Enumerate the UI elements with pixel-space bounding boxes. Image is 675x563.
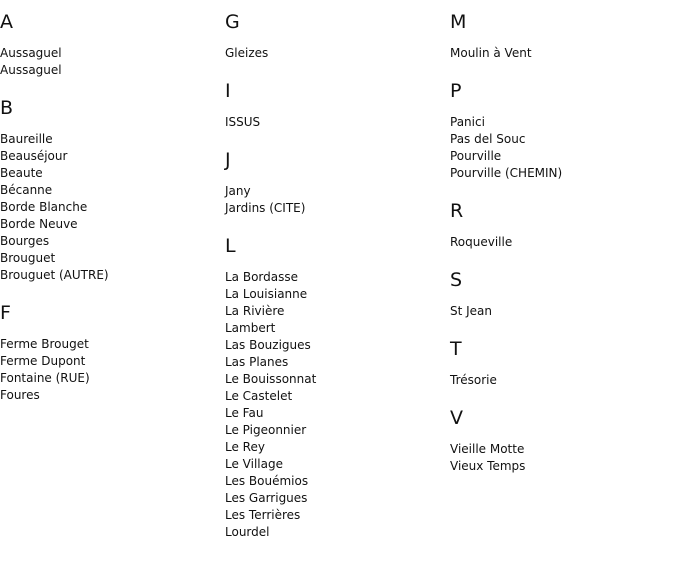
street-name: Le Fau bbox=[225, 406, 264, 420]
street-name: Las Planes bbox=[225, 355, 289, 369]
index-column-3 bbox=[450, 0, 670, 475]
street-list bbox=[450, 45, 670, 62]
street-name: Les Bouémios bbox=[225, 474, 309, 488]
street-name: Aussaguel bbox=[0, 46, 62, 60]
street-name: Roqueville bbox=[450, 235, 513, 249]
letter-heading: R bbox=[450, 200, 464, 222]
street-list bbox=[450, 234, 670, 251]
letter-group-v bbox=[450, 407, 670, 475]
street-name: Borde Blanche bbox=[0, 200, 88, 214]
street-name: Le Pigeonnier bbox=[225, 423, 307, 437]
letter-group-s bbox=[450, 269, 670, 320]
street-name: Jany bbox=[225, 184, 251, 198]
street-list bbox=[450, 441, 670, 475]
street-name: Trésorie bbox=[450, 373, 497, 387]
letter-heading: V bbox=[450, 407, 463, 429]
street-name: Lambert bbox=[225, 321, 276, 335]
street-name: Vieille Motte bbox=[450, 442, 525, 456]
letter-group-m bbox=[450, 11, 670, 62]
street-name: Aussaguel bbox=[0, 63, 62, 77]
letter-heading: F bbox=[0, 302, 11, 324]
street-name: Le Castelet bbox=[225, 389, 293, 403]
street-name: Ferme Dupont bbox=[0, 354, 86, 368]
letter-heading: M bbox=[450, 11, 467, 33]
index-column-2 bbox=[225, 0, 445, 541]
street-name: Ferme Brouget bbox=[0, 337, 89, 351]
street-name: Les Terrières bbox=[225, 508, 301, 522]
letter-heading: L bbox=[225, 235, 236, 257]
letter-group-g bbox=[225, 11, 445, 62]
index-column-1 bbox=[0, 0, 220, 404]
street-name: La Rivière bbox=[225, 304, 285, 318]
street-name: St Jean bbox=[450, 304, 493, 318]
street-name: Pourville bbox=[450, 149, 502, 163]
letter-heading: P bbox=[450, 80, 462, 102]
street-name: Bourges bbox=[0, 234, 50, 248]
letter-heading: J bbox=[225, 149, 231, 171]
letter-heading: S bbox=[450, 269, 463, 291]
letter-heading: B bbox=[0, 97, 14, 119]
street-list bbox=[225, 45, 445, 62]
letter-group-f bbox=[0, 302, 220, 404]
street-name: La Bordasse bbox=[225, 270, 299, 284]
street-name: Fontaine (RUE) bbox=[0, 371, 90, 385]
street-name: Moulin à Vent bbox=[450, 46, 532, 60]
street-name: Panici bbox=[450, 115, 485, 129]
street-name: La Louisianne bbox=[225, 287, 308, 301]
street-name: Pas del Souc bbox=[450, 132, 526, 146]
street-name: Le Bouissonnat bbox=[225, 372, 317, 386]
street-list bbox=[0, 45, 220, 79]
street-name: Baureille bbox=[0, 132, 53, 146]
street-name: Beauséjour bbox=[0, 149, 68, 163]
street-name: Las Bouzigues bbox=[225, 338, 311, 352]
street-name: Pourville (CHEMIN) bbox=[450, 166, 563, 180]
letter-heading: I bbox=[225, 80, 231, 102]
street-list bbox=[225, 183, 445, 217]
letter-group-t bbox=[450, 338, 670, 389]
street-name: Brouguet bbox=[0, 251, 56, 265]
street-name: Beaute bbox=[0, 166, 43, 180]
letter-group-b bbox=[0, 97, 220, 284]
street-name: Gleizes bbox=[225, 46, 269, 60]
street-list bbox=[450, 303, 670, 320]
street-name: Le Village bbox=[225, 457, 283, 471]
street-name: Lourdel bbox=[225, 525, 270, 539]
street-list bbox=[450, 372, 670, 389]
street-name: Brouguet (AUTRE) bbox=[0, 268, 109, 282]
street-list bbox=[0, 131, 220, 284]
letter-group-j bbox=[225, 149, 445, 217]
street-name: Vieux Temps bbox=[450, 459, 526, 473]
letter-heading: A bbox=[0, 11, 13, 33]
street-list bbox=[450, 114, 670, 182]
street-name: Les Garrigues bbox=[225, 491, 308, 505]
letter-group-a bbox=[0, 11, 220, 79]
letter-group-i bbox=[225, 80, 445, 131]
letter-group-l bbox=[225, 235, 445, 541]
street-name: Le Rey bbox=[225, 440, 265, 454]
street-list bbox=[225, 114, 445, 131]
street-list bbox=[225, 269, 445, 541]
letter-group-p bbox=[450, 80, 670, 182]
letter-heading: G bbox=[225, 11, 240, 33]
street-list bbox=[0, 336, 220, 404]
street-name: Borde Neuve bbox=[0, 217, 78, 231]
letter-heading: T bbox=[450, 338, 462, 360]
street-name: Jardins (CITE) bbox=[225, 201, 306, 215]
letter-group-r bbox=[450, 200, 670, 251]
street-name: ISSUS bbox=[225, 115, 261, 129]
street-name: Bécanne bbox=[0, 183, 53, 197]
street-name: Foures bbox=[0, 388, 40, 402]
